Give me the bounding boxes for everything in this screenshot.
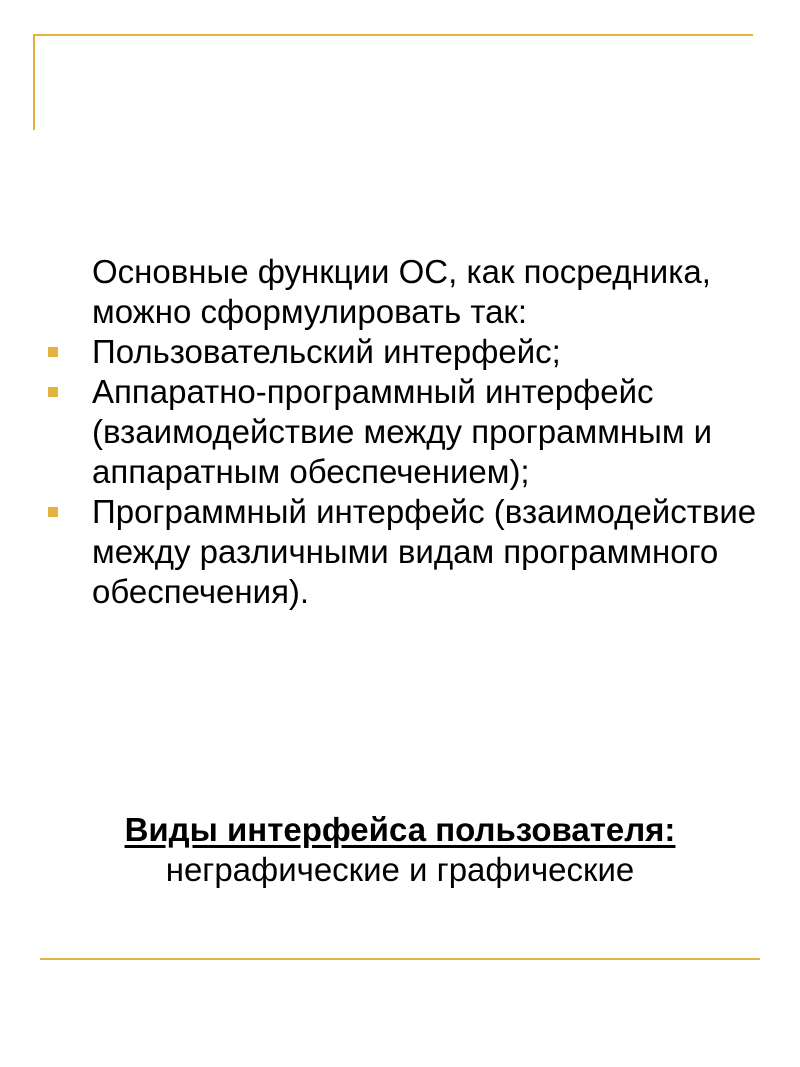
square-bullet-icon <box>48 387 58 397</box>
summary-text: неграфические и графические <box>165 851 635 888</box>
functions-list <box>48 332 768 612</box>
square-bullet-icon <box>48 347 58 357</box>
list-item <box>48 332 768 372</box>
list-item <box>48 492 768 612</box>
summary-block <box>0 810 800 890</box>
list-item <box>48 372 768 492</box>
list-item-text: Пользовательский интерфейс; <box>92 333 561 370</box>
list-item-text: Аппаратно-программный интерфейс (взаимодействие между программным и аппаратным обеспечением); <box>92 373 713 490</box>
intro-paragraph: Основные функции ОС, как посредника, можно сформулировать так: <box>92 253 711 330</box>
bottom-accent-line <box>40 958 760 960</box>
left-accent-line <box>33 34 35 130</box>
list-item-text: Программный интерфейс (взаимодействие между различными видам программного обеспечения). <box>92 493 757 610</box>
top-accent-line <box>33 34 753 36</box>
summary-heading: Виды интерфейса пользователя: <box>124 811 676 848</box>
slide-body <box>48 252 768 612</box>
square-bullet-icon <box>48 507 58 517</box>
